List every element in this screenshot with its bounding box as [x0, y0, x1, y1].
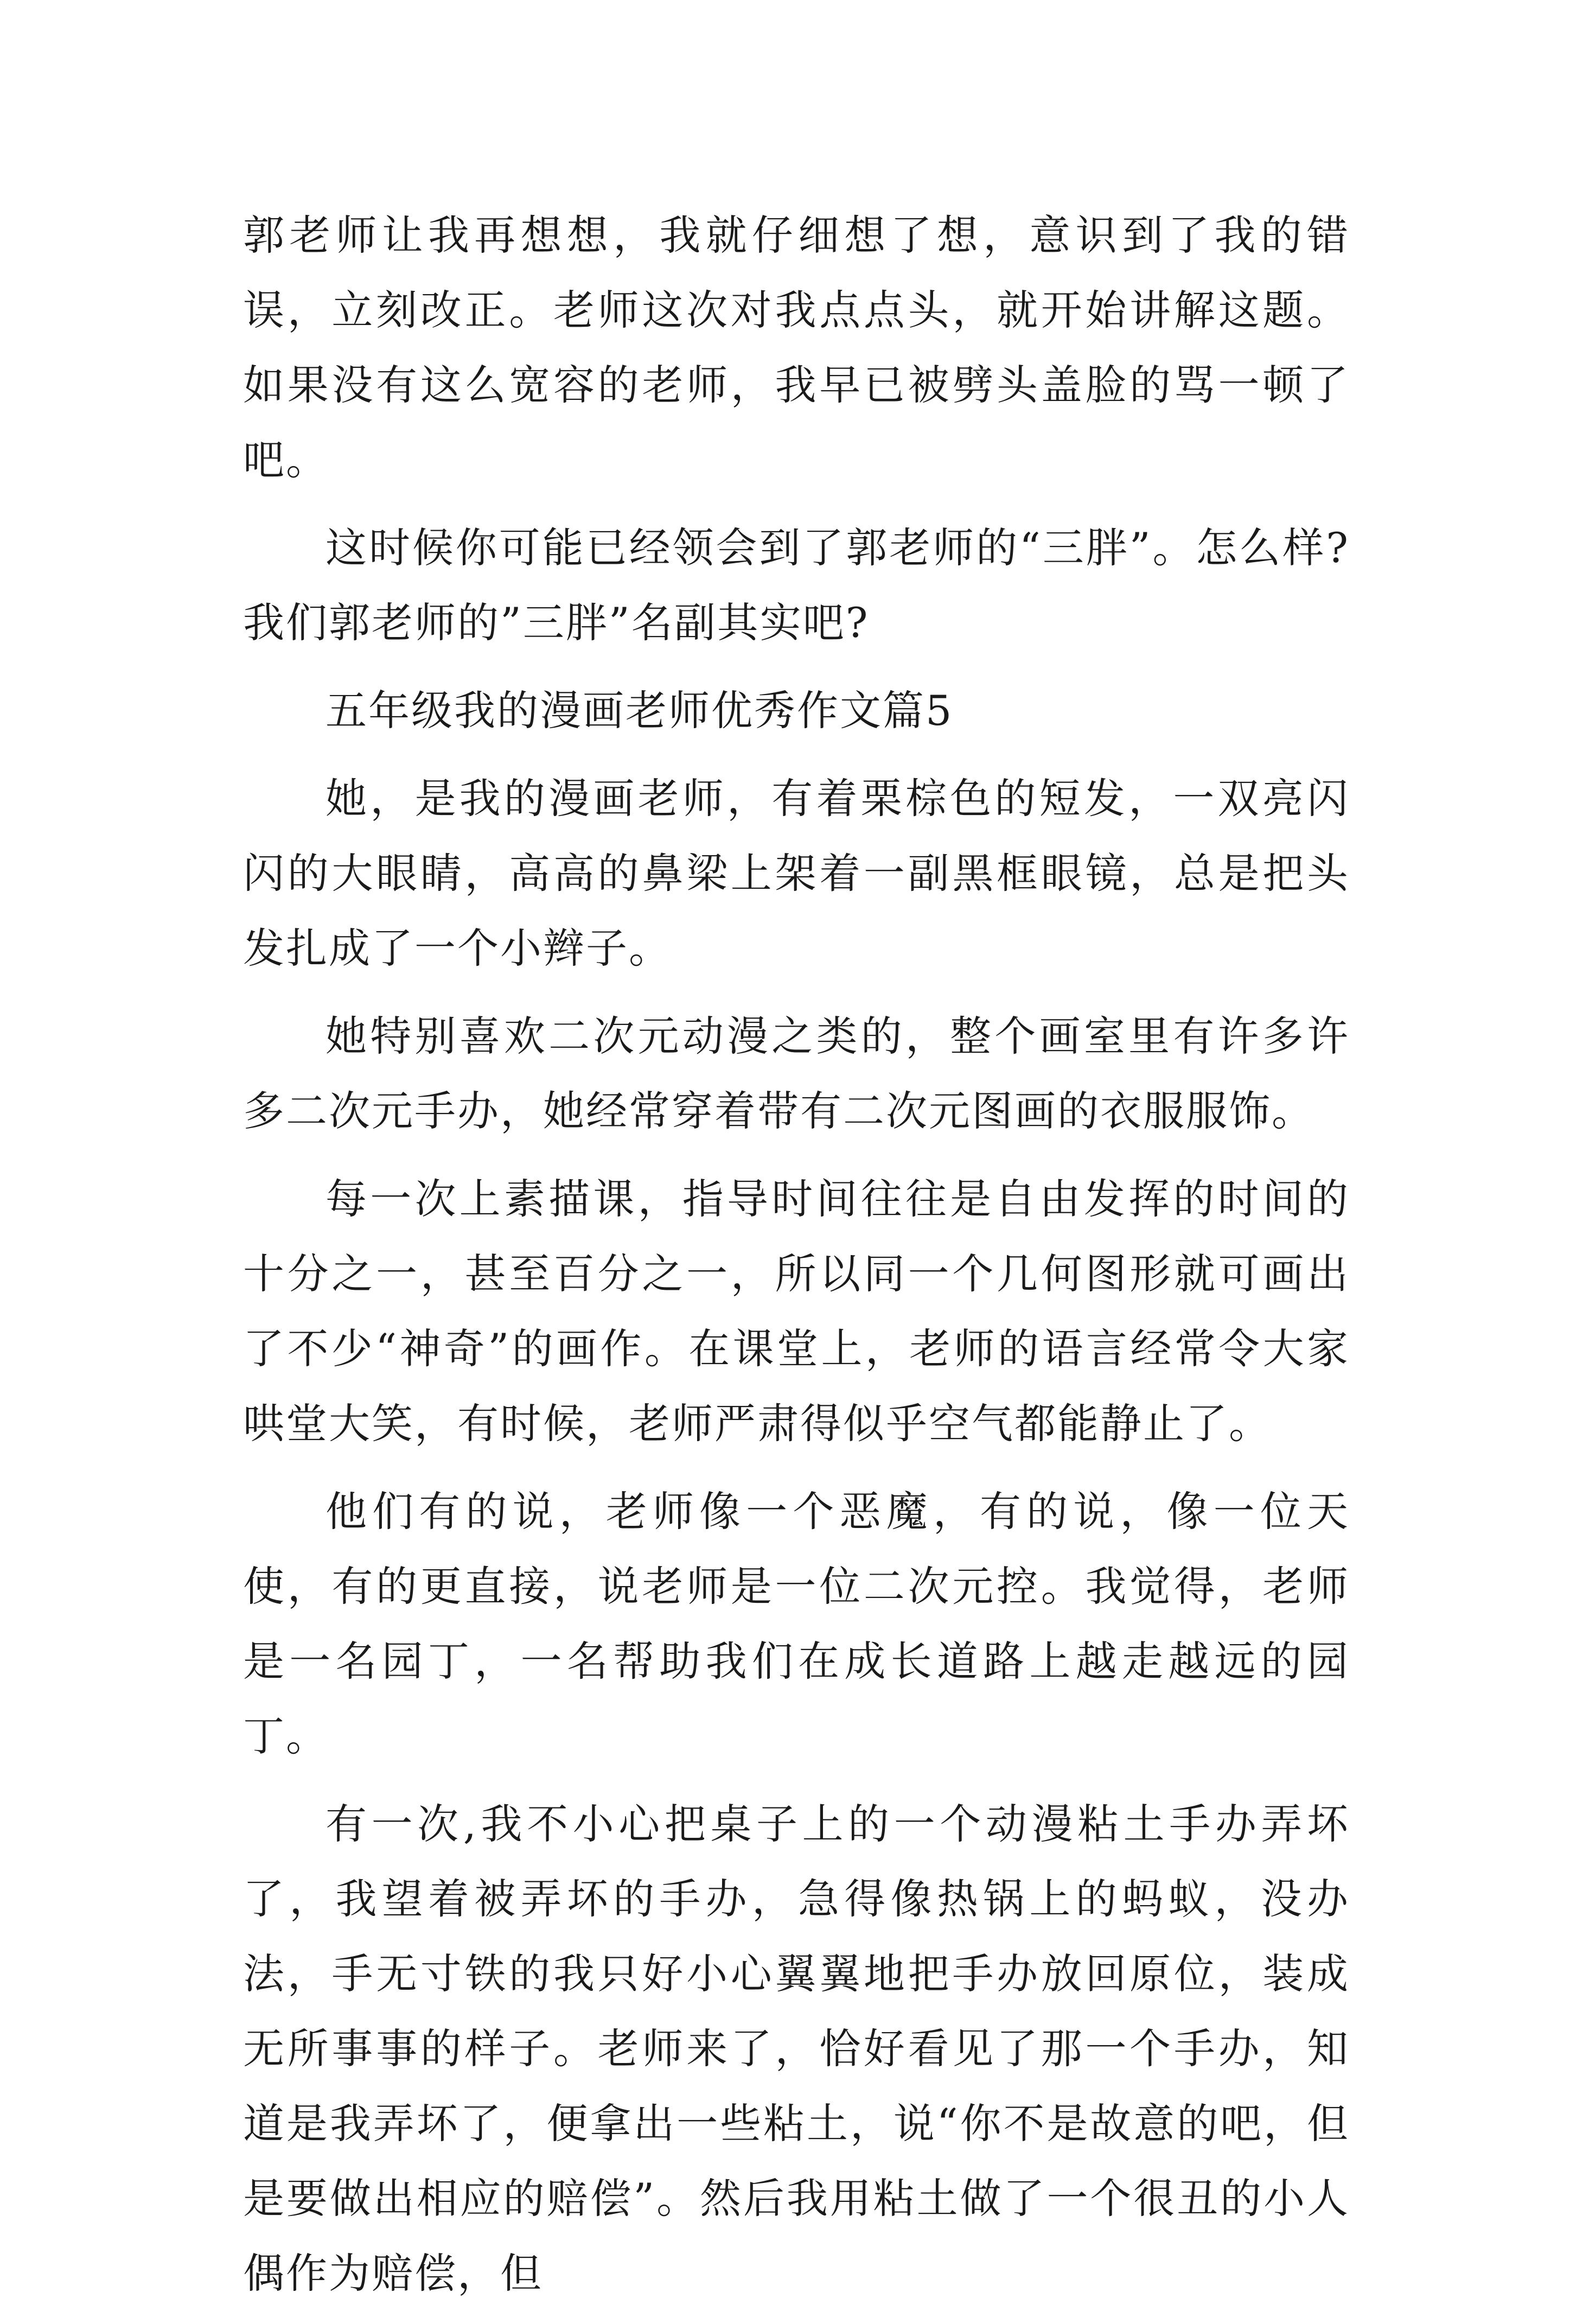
paragraph: 这时候你可能已经领会到了郭老师的“三胖”。怎么样?我们郭老师的”三胖”名副其实吧? [243, 524, 1350, 647]
section-heading: 五年级我的漫画老师优秀作文篇5 [326, 686, 954, 735]
paragraph: 郭老师让我再想想，我就仔细想了想，意识到了我的错误，立刻改正。老师这次对我点点头，就开始讲解这题。如果没有这么宽容的老师，我早已被劈头盖脸的骂一顿了吧。 [243, 211, 1350, 484]
paragraph: 每一次上素描课，指导时间往往是自由发挥的时间的十分之一，甚至百分之一，所以同一个几何图形就可画出了不少“神奇”的画作。在课堂上，老师的语言经常令大家哄堂大笑，有时候，老师严肃得似乎空气都能静止了。 [243, 1175, 1350, 1448]
paragraph: 她特别喜欢二次元动漫之类的，整个画室里有许多许多二次元手办，她经常穿着带有二次元图画的衣服服饰。 [243, 1012, 1350, 1135]
paragraph: 有一次,我不小心把桌子上的一个动漫粘土手办弄坏了，我望着被弄坏的手办，急得像热锅上的蚂蚁，没办法，手无寸铁的我只好小心翼翼地把手办放回原位，装成无所事事的样子。老师来了，恰好看见了那一个手办，知道是我弄坏了，便拿出一些粘土，说“你不是故意的吧，但是要做出相应的赔偿”。然后我用粘土做了一个很丑的小人偶作为赔偿，但 [243, 1800, 1350, 2297]
paragraph: 他们有的说，老师像一个恶魔，有的说，像一位天使，有的更直接，说老师是一位二次元控。我觉得，老师是一名园丁，一名帮助我们在成长道路上越走越远的园丁。 [243, 1487, 1350, 1760]
paragraph: 她，是我的漫画老师，有着栗棕色的短发，一双亮闪闪的大眼睛，高高的鼻梁上架着一副黑框眼镜，总是把头发扎成了一个小辫子。 [243, 774, 1350, 972]
document-body [243, 198, 1350, 2324]
